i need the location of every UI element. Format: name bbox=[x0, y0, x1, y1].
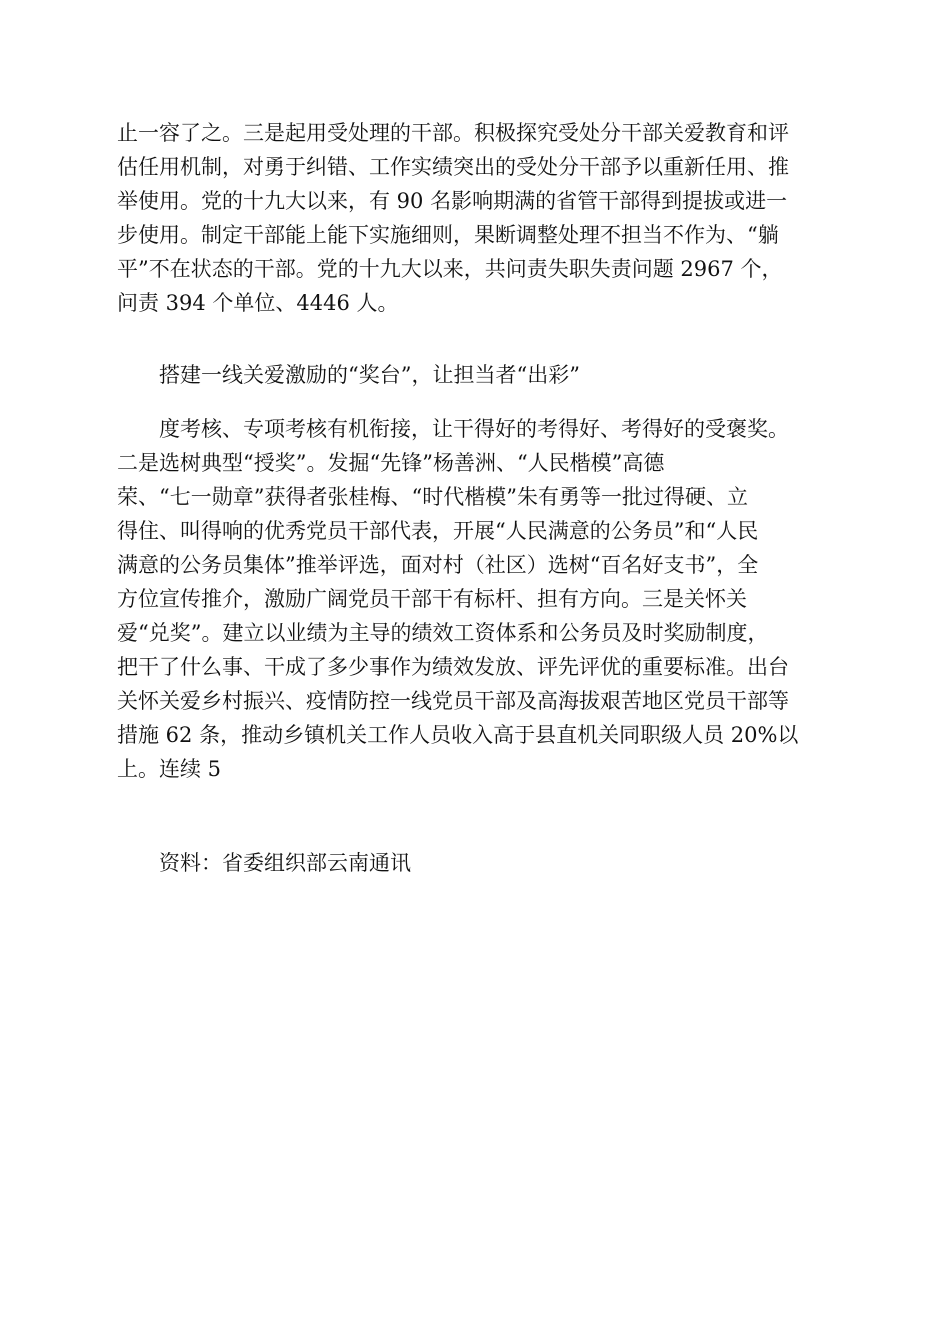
source-note: 资料：省委组织部云南通讯 bbox=[159, 851, 411, 875]
paragraph-2-line-8: 把干了什么事、干成了多少事作为绩效发放、评先评优的重要标准。出台 bbox=[117, 655, 789, 679]
paragraph-1 bbox=[117, 116, 833, 320]
section-heading: 搭建一线关爱激励的“奖台”，让担当者“出彩” bbox=[159, 363, 580, 387]
paragraph-2-line-2: 二是选树典型“授奖”。发掘“先锋”杨善洲、“人民楷模”高德 bbox=[117, 451, 665, 475]
paragraph-2-line-3: 荣、“七一勋章”获得者张桂梅、“时代楷模”朱有勇等一批过得硬、立 bbox=[117, 485, 748, 509]
paragraph-2-line-6: 方位宣传推介，激励广阔党员干部干有标杆、担有方向。三是关怀关 bbox=[117, 587, 747, 611]
paragraph-2-line-10: 措施 62 条，推动乡镇机关工作人员收入高于县直机关同职级人员 20%以 bbox=[117, 723, 799, 747]
paragraph-1-line-2: 估任用机制，对勇于纠错、工作实绩突出的受处分干部予以重新任用、推 bbox=[117, 155, 789, 179]
paragraph-1-line-5: 平”不在状态的干部。党的十九大以来，共问责失职失责问题 2967 个， bbox=[117, 257, 783, 281]
paragraph-1-line-6: 问责 394 个单位、4446 人。 bbox=[117, 291, 399, 315]
paragraph-2-line-7: 爱“兑奖”。建立以业绩为主导的绩效工资体系和公务员及时奖励制度， bbox=[117, 621, 769, 645]
paragraph-1-line-4: 步使用。制定干部能上能下实施细则，果断调整处理不担当不作为、“躺 bbox=[117, 223, 779, 247]
paragraph-2-line-4: 得住、叫得响的优秀党员干部代表，开展“人民满意的公务员”和“人民 bbox=[117, 519, 759, 543]
paragraph-1-line-1: 止一容了之。三是起用受处理的干部。积极探究受处分干部关爱教育和评 bbox=[117, 121, 789, 145]
section-heading-block bbox=[117, 358, 833, 392]
paragraph-2-line-9: 关怀关爱乡村振兴、疫情防控一线党员干部及高海拔艰苦地区党员干部等 bbox=[117, 689, 789, 713]
paragraph-2-line-11: 上。连续 5 bbox=[117, 757, 222, 781]
paragraph-2 bbox=[117, 412, 833, 786]
paragraph-2-line-1: 度考核、专项考核有机衔接，让干得好的考得好、考得好的受褒奖。 bbox=[159, 417, 789, 441]
paragraph-2-line-5: 满意的公务员集体”推举评选，面对村（社区）选树“百名好支书”，全 bbox=[117, 553, 759, 577]
source-note-block bbox=[117, 846, 833, 880]
paragraph-1-line-3: 举使用。党的十九大以来，有 90 名影响期满的省管干部得到提拔或进一 bbox=[117, 189, 788, 213]
